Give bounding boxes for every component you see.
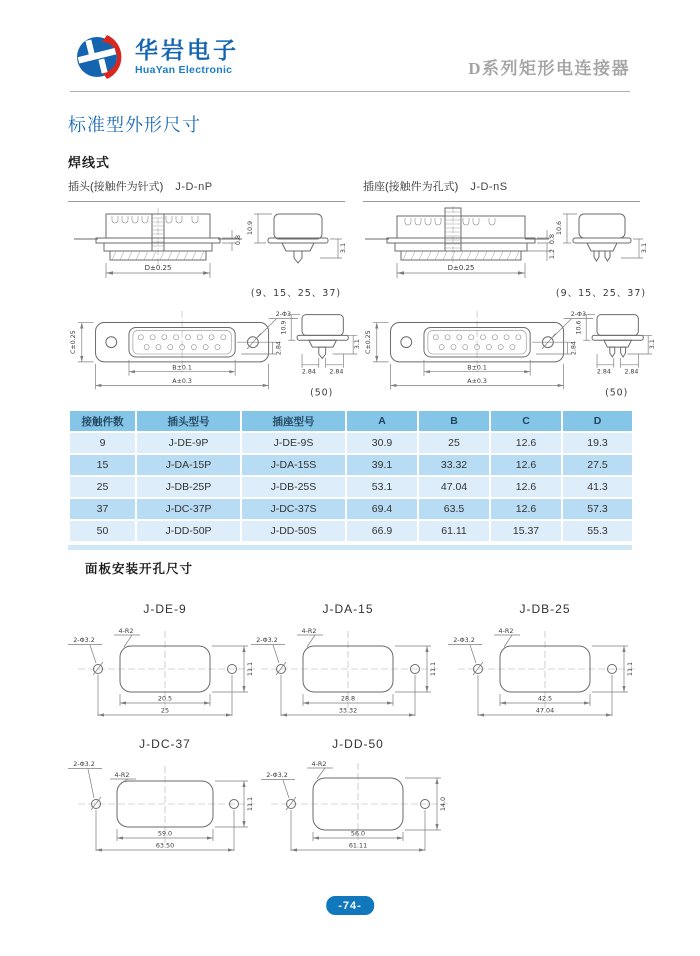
cell: 12.6 [490, 454, 562, 476]
dim-height: 10.6 [555, 220, 563, 236]
page-number-badge: -74- [326, 896, 374, 915]
dim-extra: 1.2 [548, 248, 556, 260]
cell: 27.5 [562, 454, 633, 476]
outer-width: 47.04 [535, 706, 555, 715]
holes-callout: 2-Φ3.2 [73, 636, 95, 644]
cell: 50 [69, 520, 136, 542]
cell: 69.4 [346, 498, 418, 520]
cell: 37 [69, 498, 136, 520]
inner-width: 20.5 [157, 694, 173, 703]
section-title: 标准型外形尺寸 [68, 115, 201, 135]
socket-model: J-D-nS [470, 181, 508, 193]
socket-drawing-label [363, 178, 640, 202]
logo-name-cn: 华岩电子 [135, 37, 239, 64]
socket-label-text: 插座(接触件为孔式) [363, 181, 459, 193]
cell: 25 [69, 476, 136, 498]
subsection-solder-type: 焊线式 [68, 155, 111, 170]
dim-off-l: 2.84 [301, 368, 316, 376]
spec-table [68, 409, 634, 543]
dim-flange: 0.8 [548, 233, 556, 245]
dim-tail: 3.1 [640, 242, 648, 254]
cell: 12.6 [490, 432, 562, 454]
cutout-j-dd-50 [255, 737, 465, 868]
radius-callout: 4-R2 [301, 627, 317, 635]
cutout-j-dc-37 [62, 737, 272, 868]
dim-c: C±0.25 [364, 330, 372, 355]
cutout-height: 11.1 [246, 661, 254, 677]
inner-width: 42.5 [537, 694, 553, 703]
dim-c: C±0.25 [69, 330, 77, 355]
outer-width: 61.11 [348, 841, 368, 850]
table-row [69, 476, 633, 498]
dim-d: D±0.25 [447, 264, 475, 272]
dim-off-l: 2.84 [596, 368, 611, 376]
dim-height: 10.9 [246, 220, 254, 236]
dim-holes: 2-Φ3 [275, 311, 291, 319]
cell: J-DD-50P [136, 520, 241, 542]
table-row [69, 432, 633, 454]
cutout-height: 11.1 [246, 796, 254, 812]
cell: 55.3 [562, 520, 633, 542]
table-bottom-strip [68, 545, 632, 550]
cutout-j-de-9 [62, 602, 272, 733]
dim-holes: 2-Φ3 [570, 311, 586, 319]
sizes-note: (9、15、25、37) [250, 288, 342, 299]
cutout-drawing [62, 753, 272, 863]
dim-pitch: 2.84 [275, 341, 283, 356]
sizes-note: (9、15、25、37) [555, 288, 647, 299]
dim-b: B±0.1 [467, 364, 487, 372]
outer-width: 63.50 [155, 841, 175, 850]
logo-name-en: HuaYan Electronic [135, 63, 233, 76]
cutout-title: J-DC-37 [139, 737, 191, 751]
radius-callout: 4-R2 [114, 771, 130, 779]
dim-tail: 3.1 [354, 339, 362, 350]
cutout-title: J-DE-9 [143, 602, 187, 616]
dim-height: 10.6 [575, 320, 583, 335]
radius-callout: 4-R2 [118, 627, 134, 635]
dim-flange: 0.8 [234, 234, 242, 246]
radius-callout: 4-R2 [311, 760, 327, 768]
holes-callout: 2-Φ3.2 [453, 636, 475, 644]
size-note: (50) [310, 387, 334, 399]
cell: 30.9 [346, 432, 418, 454]
cell: 12.6 [490, 476, 562, 498]
cell: J-DC-37S [241, 498, 346, 520]
cell: J-DD-50S [241, 520, 346, 542]
inner-width: 59.0 [157, 829, 173, 838]
cell: 9 [69, 432, 136, 454]
cell: 12.6 [490, 498, 562, 520]
cell: J-DB-25P [136, 476, 241, 498]
plug-front-view-drawing [68, 302, 363, 407]
cutout-height: 11.1 [429, 661, 437, 677]
header-cell: 插座型号 [241, 410, 346, 432]
dim-a: A±0.3 [172, 378, 192, 386]
cell: 53.1 [346, 476, 418, 498]
dim-off-r: 2.84 [624, 368, 639, 376]
cell: 61.11 [418, 520, 490, 542]
cutout-drawing [442, 618, 652, 728]
inner-width: 28.8 [340, 694, 356, 703]
cell: 39.1 [346, 454, 418, 476]
cell: J-DE-9S [241, 432, 346, 454]
dim-height: 10.9 [280, 320, 288, 335]
table-row [69, 520, 633, 542]
dim-a: A±0.3 [467, 378, 487, 386]
huayan-logo-icon [74, 32, 126, 82]
header-cell: D [562, 410, 633, 432]
header-cell: B [418, 410, 490, 432]
cell: 25 [418, 432, 490, 454]
cell: 19.3 [562, 432, 633, 454]
cell: J-DB-25S [241, 476, 346, 498]
cell: 15.37 [490, 520, 562, 542]
cutout-title: J-DB-25 [519, 602, 571, 616]
size-note: (50) [605, 387, 629, 399]
header-divider [70, 91, 630, 92]
plug-label-text: 插头(接触件为针式) [68, 181, 164, 193]
document-title: D系列矩形电连接器 [468, 59, 630, 78]
dim-d: D±0.25 [144, 264, 172, 272]
cell: J-DE-9P [136, 432, 241, 454]
holes-callout: 2-Φ3.2 [256, 636, 278, 644]
header-cell: A [346, 410, 418, 432]
cutout-j-db-25 [442, 602, 652, 733]
company-logo [74, 32, 239, 82]
holes-callout: 2-Φ3.2 [266, 771, 288, 779]
cutout-height: 14.0 [439, 796, 447, 812]
cutout-drawing [255, 753, 465, 863]
dim-b: B±0.1 [172, 364, 192, 372]
outer-width: 33.32 [338, 706, 358, 715]
dim-tail: 3.1 [649, 339, 657, 350]
dim-pitch: 2.84 [570, 341, 578, 356]
cell: J-DC-37P [136, 498, 241, 520]
cell: J-DA-15S [241, 454, 346, 476]
header-cell: 插头型号 [136, 410, 241, 432]
table-row [69, 498, 633, 520]
cutout-title: J-DA-15 [322, 602, 374, 616]
cell: 33.32 [418, 454, 490, 476]
cutout-title: J-DD-50 [332, 737, 384, 751]
outer-width: 25 [160, 706, 170, 715]
header-cell: C [490, 410, 562, 432]
header-cell: 接触件数 [69, 410, 136, 432]
table-header-row [69, 410, 633, 432]
plug-drawing-label [68, 178, 345, 202]
cell: 66.9 [346, 520, 418, 542]
cell: 15 [69, 454, 136, 476]
cell: 41.3 [562, 476, 633, 498]
plug-side-view-drawing [68, 206, 348, 301]
cell: 57.3 [562, 498, 633, 520]
socket-side-view-drawing [363, 206, 653, 301]
plug-model: J-D-nP [175, 181, 213, 193]
cutout-drawing [245, 618, 455, 728]
radius-callout: 4-R2 [498, 627, 514, 635]
dim-off-r: 2.84 [329, 368, 344, 376]
cutout-j-da-15 [245, 602, 455, 733]
cutout-height: 11.1 [626, 661, 634, 677]
table-row [69, 454, 633, 476]
dim-tail: 3.1 [339, 242, 347, 254]
holes-callout: 2-Φ3.2 [73, 760, 95, 768]
cell: J-DA-15P [136, 454, 241, 476]
socket-front-view-drawing [363, 302, 658, 407]
inner-width: 56.0 [350, 829, 366, 838]
cutout-drawing [62, 618, 272, 728]
cell: 47.04 [418, 476, 490, 498]
panel-section-title: 面板安装开孔尺寸 [85, 562, 194, 576]
cell: 63.5 [418, 498, 490, 520]
